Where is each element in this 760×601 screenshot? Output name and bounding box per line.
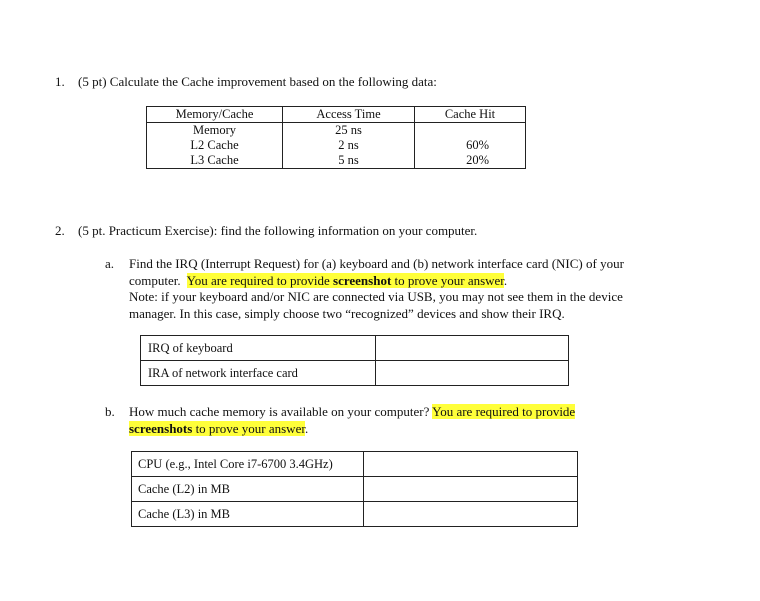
cpu-cache-table [131, 451, 578, 527]
part-a-line-2 [129, 273, 689, 290]
cell-cache-hit: 60% [415, 138, 526, 153]
irq-keyboard-label: IRQ of keyboard [141, 336, 376, 361]
part-b-text [129, 404, 649, 437]
highlight-bold: screenshots [129, 420, 193, 436]
header-cache-hit: Cache Hit [415, 107, 526, 123]
table-row [147, 123, 526, 139]
cache-data-table [146, 106, 526, 169]
highlight-text: You are required to provide [186, 272, 334, 288]
cell-access-time: 5 ns [283, 153, 415, 169]
part-b-question: How much cache memory is available on your computer? [129, 404, 433, 419]
highlight-requirement [187, 273, 504, 288]
table-row [132, 502, 578, 527]
cpu-answer[interactable] [364, 452, 578, 477]
highlight-requirement: You are required to provide [432, 404, 576, 419]
cpu-label: CPU (e.g., Intel Core i7-6700 3.4GHz) [132, 452, 364, 477]
table-row [132, 452, 578, 477]
cell-level: L2 Cache [147, 138, 283, 153]
part-b-line-2 [129, 421, 649, 438]
cell-cache-hit: 20% [415, 153, 526, 169]
table-row [147, 138, 526, 153]
header-memory-cache: Memory/Cache [147, 107, 283, 123]
table-row [132, 477, 578, 502]
highlight-text: to prove your answer [391, 272, 504, 288]
period: . [503, 272, 508, 288]
ira-nic-answer[interactable] [376, 361, 569, 386]
question-1-text: (5 pt) Calculate the Cache improvement based on the following data: [78, 74, 437, 89]
cell-access-time: 2 ns [283, 138, 415, 153]
cell-cache-hit [415, 123, 526, 139]
question-2-number: 2. [55, 223, 65, 238]
part-b-line-1 [129, 404, 649, 421]
note-line-2: manager. In this case, simply choose two “recognized” devices and show their IRQ. [129, 305, 565, 321]
table-row [141, 336, 569, 361]
part-a-line-1: Find the IRQ (Interrupt Request) for (a) keyboard and (b) network interface card (NIC) of your [129, 256, 624, 271]
question-2-text: (5 pt. Practicum Exercise): find the following information on your computer. [78, 223, 478, 238]
table-row [147, 153, 526, 169]
highlight-bold: screenshot [333, 272, 392, 288]
part-a-computer: computer. [129, 272, 181, 288]
part-a-letter: a. [105, 256, 115, 271]
cell-access-time: 25 ns [283, 123, 415, 139]
note-line-1: Note: if your keyboard and/or NIC are connected via USB, you may not see them in the device [129, 289, 623, 304]
irq-keyboard-answer[interactable] [376, 336, 569, 361]
table-row [141, 361, 569, 386]
table-header-row [147, 107, 526, 123]
part-b-letter: b. [105, 404, 115, 419]
cache-l3-label: Cache (L3) in MB [132, 502, 364, 527]
cache-l3-answer[interactable] [364, 502, 578, 527]
cache-l2-answer[interactable] [364, 477, 578, 502]
cell-level: Memory [147, 123, 283, 139]
period: . [304, 420, 309, 436]
cell-level: L3 Cache [147, 153, 283, 169]
part-a-text [129, 256, 689, 322]
ira-nic-label: IRA of network interface card [141, 361, 376, 386]
cache-l2-label: Cache (L2) in MB [132, 477, 364, 502]
irq-answer-table [140, 335, 569, 386]
question-1-number: 1. [55, 74, 65, 89]
highlight-text: to prove your answer [192, 420, 305, 436]
header-access-time: Access Time [283, 107, 415, 123]
highlight-requirement [129, 421, 305, 436]
